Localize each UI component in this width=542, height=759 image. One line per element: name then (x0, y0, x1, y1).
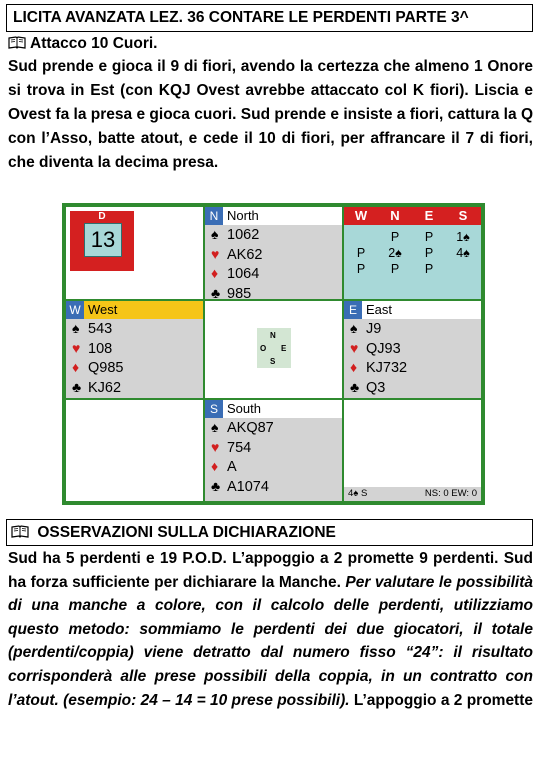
contract: 4♠ S (348, 488, 368, 499)
south-title (205, 400, 342, 418)
observations-tail: L’appoggio a 2 promette (353, 691, 534, 709)
west-hand (66, 301, 203, 398)
south-dir: S (205, 400, 223, 418)
spade-icon: ♠ (350, 320, 358, 336)
south-spades: ♠ AKQ87 (211, 419, 274, 436)
south-name: South (227, 401, 261, 416)
east-dir: E (344, 301, 362, 319)
table-center (205, 301, 342, 398)
west-name: West (88, 302, 118, 317)
diamond-icon: ♦ (211, 265, 219, 281)
lead-text: Attacco 10 Cuori. (30, 35, 158, 52)
heart-icon: ♥ (72, 339, 81, 356)
auction-row: P P P (356, 262, 434, 276)
north-diamonds: ♦ 1064 (211, 265, 260, 282)
auction-header: W N E S (344, 207, 481, 225)
north-dir: N (205, 207, 223, 225)
book-icon (11, 525, 29, 538)
south-hand-cell (205, 400, 342, 501)
heart-icon: ♥ (350, 339, 359, 356)
spade-icon: ♠ (72, 320, 80, 336)
board-number: 13 (84, 223, 122, 257)
book-icon (8, 36, 26, 49)
dealer-label: D (98, 211, 106, 222)
south-clubs: ♣ A1074 (211, 477, 269, 495)
observations-italic: Per valutare le possibilità di una manche a colore, con il calcolo delle perdenti, utilizziamo questo metodo: sommiamo le perdenti dei due giocatori, il totale (perdenti/coppia) viene detratto dal numero fisso “24”: il risultato corrisponderà alle prese possibili della coppia, in un contratto con l’atout. (esempio: 24 – 14 = 10 prese possibili). (8, 573, 533, 709)
observations-plain: Sud ha 5 perdenti e 19 P.O.D. L’appoggio a 2 promette 9 perdenti. Sud ha forza sufficiente per dichiarare la Manche. (8, 550, 533, 591)
east-name: East (366, 302, 393, 317)
west-spades: ♠ 543 (72, 320, 113, 337)
club-icon: ♣ (211, 477, 221, 494)
east-hand-cell (344, 301, 481, 398)
east-clubs: ♣ Q3 (350, 378, 386, 396)
north-hearts: ♥ AK62 (211, 245, 263, 263)
diamond-icon: ♦ (211, 458, 219, 474)
status-bar (344, 487, 481, 501)
south-hand (205, 400, 342, 501)
heart-icon: ♥ (211, 438, 220, 455)
west-dir: W (66, 301, 84, 319)
lead-line (8, 34, 157, 54)
section-header (6, 519, 533, 546)
north-name: North (227, 208, 259, 223)
east-diamonds: ♦ KJ732 (350, 359, 408, 376)
club-icon: ♣ (350, 378, 360, 395)
north-hand-cell (205, 207, 342, 302)
west-hearts: ♥ 108 (72, 339, 113, 357)
paragraph-observations (8, 547, 533, 712)
east-title (344, 301, 481, 319)
west-title (66, 301, 203, 319)
spade-icon: ♠ (211, 226, 219, 242)
north-clubs: ♣ 985 (211, 284, 252, 302)
lesson-header (6, 4, 533, 32)
header-title: LICITA AVANZATA LEZ. 36 CONTARE LE PERDENTI PARTE 3^ (13, 9, 469, 26)
compass-rose: N O E S (257, 328, 291, 368)
east-hand (344, 301, 481, 398)
diamond-icon: ♦ (72, 359, 80, 375)
result-cell (344, 400, 481, 501)
board-number-cell (66, 207, 203, 299)
south-diamonds: ♦ A (211, 458, 237, 475)
west-clubs: ♣ KJ62 (72, 378, 122, 396)
north-title (205, 207, 342, 225)
east-spades: ♠ J9 (350, 320, 382, 337)
spade-icon: ♠ (211, 419, 219, 435)
score: NS: 0 EW: 0 (424, 488, 477, 499)
heart-icon: ♥ (211, 245, 220, 262)
board-diagram (62, 203, 485, 505)
north-hand (205, 207, 342, 302)
west-diamonds: ♦ Q985 (72, 359, 124, 376)
south-hearts: ♥ 754 (211, 438, 252, 456)
auction-row: P P 1♠ (390, 230, 470, 244)
auction-cell (344, 207, 481, 299)
north-spades: ♠ 1062 (211, 226, 260, 243)
section-title: OSSERVAZIONI SULLA DICHIARAZIONE (37, 524, 336, 541)
club-icon: ♣ (72, 378, 82, 395)
board-number-tag (70, 211, 134, 271)
diamond-icon: ♦ (350, 359, 358, 375)
east-hearts: ♥ QJ93 (350, 339, 401, 357)
paragraph-play: Sud prende e gioca il 9 di fiori, avendo la certezza che almeno 1 Onore si trova in Est (con KQJ Ovest avrebbe attaccato col K fiori). Liscia e Ovest fa la presa e gioca cuori. Sud prende e insiste a fiori, cattura la Q con l’Asso, batte atout, e cede il 10 di fiori, per affrancare il 7 di fiori, che diventa la decima presa. (8, 58, 533, 171)
club-icon: ♣ (211, 284, 221, 301)
west-hand-cell (66, 301, 203, 398)
auction-row: P 2♠ P 4♠ (356, 246, 470, 260)
empty-cell (66, 400, 203, 501)
